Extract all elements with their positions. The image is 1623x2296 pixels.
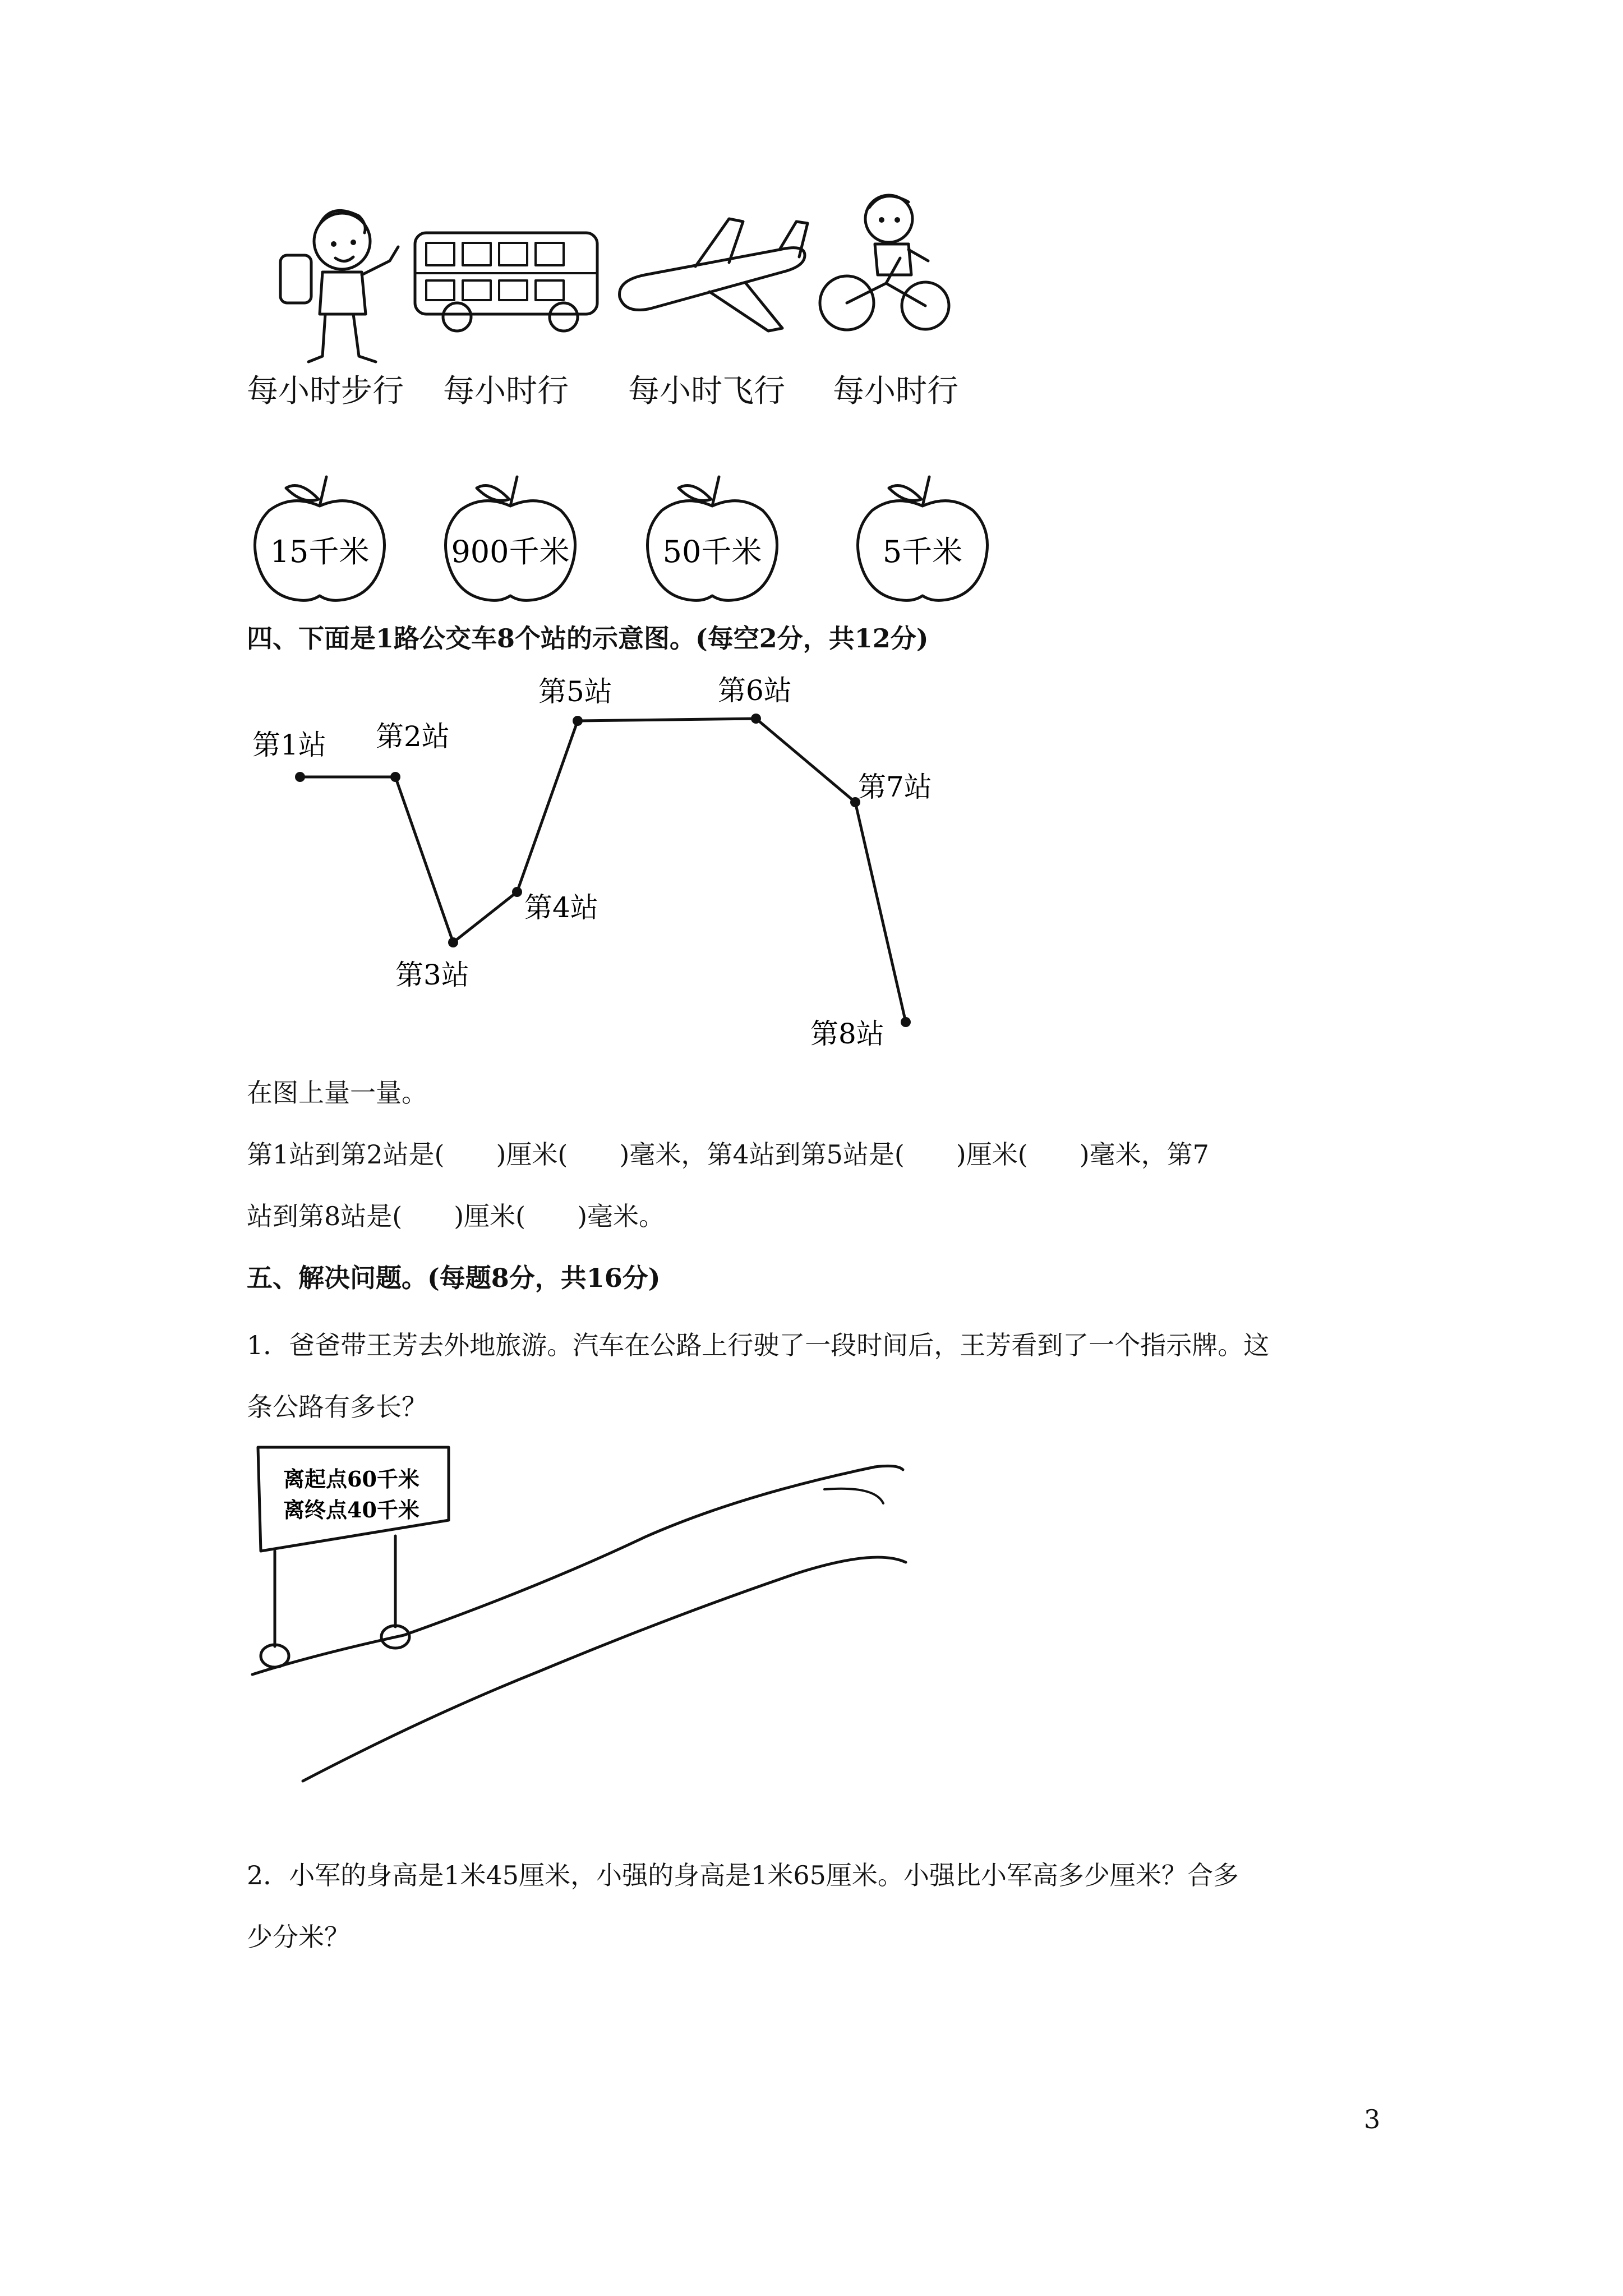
sign-distance-to-end: 离终点40千米 <box>283 1497 419 1522</box>
station-4-label: 第4站 <box>524 891 598 924</box>
question2-line2: 少分米？ <box>247 1922 350 1952</box>
station-8-label: 第8站 <box>810 1018 884 1050</box>
station-1-label: 第1站 <box>252 729 326 761</box>
station-6-label: 第6站 <box>718 674 792 707</box>
question1-line2: 条公路有多长？ <box>247 1392 427 1422</box>
cycling-label: 每小时行 <box>833 373 958 409</box>
station-2-label: 第2站 <box>376 720 450 753</box>
speed-900km: 900千米 <box>451 534 570 569</box>
question2-line1: 2．小军的身高是1米45厘米，小强的身高是1米65厘米。小强比小军高多少厘米？合多 <box>247 1860 1239 1890</box>
section5-heading: 五、解决问题。(每题8分，共16分) <box>247 1263 661 1293</box>
section4-heading: 四、下面是1路公交车8个站的示意图。(每空2分，共12分) <box>247 623 929 654</box>
question1-line1: 1．爸爸带王芳去外地旅游。汽车在公路上行驶了一段时间后，王芳看到了一个指示牌。这 <box>247 1330 1270 1360</box>
road-lower-edge <box>303 1557 906 1781</box>
flying-label: 每小时飞行 <box>628 373 785 409</box>
station-3-label: 第3站 <box>395 959 469 991</box>
speed-15km: 15千米 <box>270 534 370 569</box>
station-7-label: 第7站 <box>858 771 932 803</box>
speed-5km: 5千米 <box>882 534 963 569</box>
station-5-label: 第5站 <box>538 675 612 708</box>
walking-label: 每小时步行 <box>247 373 404 409</box>
section4-question-line2: 站到第8站是( )厘米( )毫米。 <box>247 1201 665 1231</box>
section4-question-line1: 第1站到第2站是( )厘米( )毫米，第4站到第5站是( )厘米( )毫米，第7 <box>247 1139 1209 1170</box>
bus-label: 每小时行 <box>443 373 569 409</box>
measure-instruction: 在图上量一量。 <box>247 1078 427 1108</box>
page-number: 3 <box>1364 2104 1381 2134</box>
speed-50km: 50千米 <box>662 534 762 569</box>
sign-distance-from-start: 离起点60千米 <box>283 1466 419 1492</box>
